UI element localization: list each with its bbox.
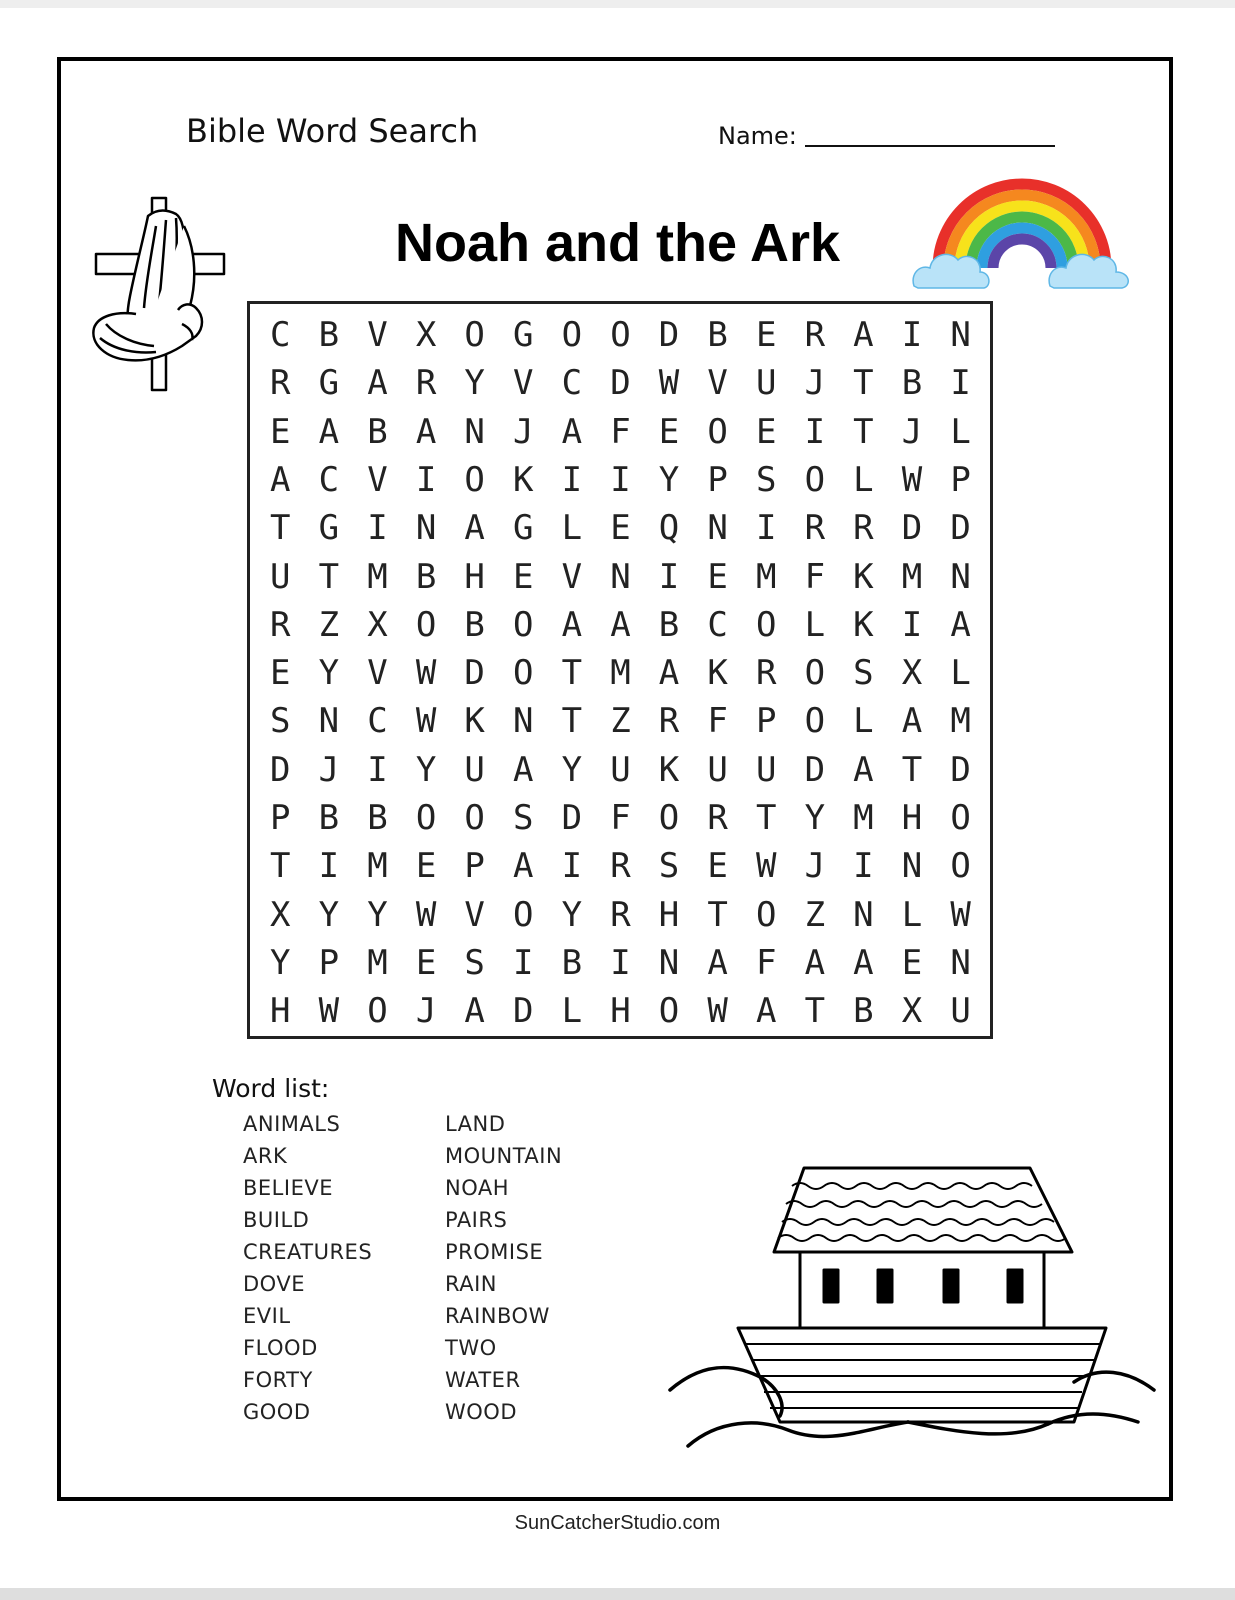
grid-letter: D	[270, 749, 291, 790]
grid-letter: Y	[658, 459, 680, 500]
grid-letter: O	[513, 653, 534, 694]
grid-letter: O	[950, 846, 971, 887]
grid-letter: D	[804, 749, 826, 790]
word-list-item: BELIEVE	[243, 1176, 333, 1200]
grid-row	[256, 649, 986, 697]
grid-letter: D	[464, 653, 485, 694]
grid-letter: V	[367, 459, 388, 500]
grid-letter: L	[950, 411, 971, 452]
grid-row	[256, 939, 986, 987]
grid-letter: I	[950, 363, 971, 404]
page-title: Noah and the Ark	[394, 213, 841, 273]
grid-letter: V	[707, 363, 728, 404]
grid-letter: B	[367, 411, 388, 452]
grid-letter: L	[853, 459, 874, 500]
grid-letter: W	[318, 991, 340, 1032]
grid-letter: O	[464, 459, 485, 500]
grid-letter: E	[415, 942, 437, 983]
grid-letter: M	[610, 653, 631, 694]
grid-letter: Y	[318, 653, 340, 694]
grid-letter: A	[270, 459, 291, 500]
grid-letter: T	[707, 894, 728, 935]
grid-letter: M	[367, 846, 388, 887]
word-list-item: FORTY	[243, 1368, 313, 1392]
grid-letter: F	[610, 411, 631, 452]
name-line	[805, 145, 1055, 147]
grid-letter: J	[804, 846, 826, 887]
grid-letter: L	[561, 991, 583, 1032]
grid-letter: D	[950, 508, 971, 549]
grid-letter: W	[415, 701, 437, 742]
grid-letter: L	[901, 894, 923, 935]
word-list-item: RAINBOW	[445, 1304, 550, 1328]
grid-letter: L	[853, 701, 874, 742]
grid-letter: J	[415, 991, 437, 1032]
grid-letter: I	[804, 411, 826, 452]
grid-letter: P	[707, 459, 728, 500]
grid-letter: M	[367, 556, 388, 597]
grid-letter: R	[415, 363, 437, 404]
word-list-item: ANIMALS	[243, 1112, 341, 1136]
grid-letter: E	[270, 411, 291, 452]
grid-letter: W	[755, 846, 777, 887]
grid-letter: N	[853, 894, 874, 935]
grid-letter: N	[610, 556, 631, 597]
word-list-item: TWO	[445, 1336, 497, 1360]
grid-letter: P	[464, 846, 485, 887]
grid-letter: P	[270, 798, 291, 838]
grid-letter: L	[950, 653, 971, 694]
grid-letter: D	[950, 749, 971, 790]
grid-letter: X	[270, 894, 291, 935]
grid-letter: B	[658, 604, 680, 645]
grid-row	[256, 697, 986, 745]
grid-letter: A	[561, 411, 583, 452]
grid-letter: Y	[561, 894, 583, 935]
grid-letter: H	[270, 991, 291, 1032]
grid-letter: E	[707, 556, 728, 597]
grid-letter: B	[707, 315, 728, 355]
grid-letter: O	[367, 991, 388, 1032]
grid-letter: N	[415, 508, 437, 549]
grid-letter: S	[464, 942, 485, 983]
grid-letter: O	[658, 991, 680, 1032]
grid-letter: A	[755, 991, 777, 1032]
word-list-item: CREATURES	[243, 1240, 373, 1264]
grid-letter: Y	[464, 363, 485, 404]
grid-letter: T	[755, 798, 777, 838]
grid-letter: C	[561, 363, 583, 404]
grid-letter: R	[755, 653, 777, 694]
grid-row	[256, 311, 986, 359]
grid-letter: Y	[367, 894, 388, 935]
grid-letter: E	[901, 942, 923, 983]
grid-letter: K	[513, 459, 534, 500]
grid-letter: N	[318, 701, 340, 742]
grid-letter: B	[415, 556, 437, 597]
grid-letter: P	[950, 459, 971, 500]
word-list-item: WOOD	[445, 1400, 517, 1424]
grid-letter: O	[610, 315, 631, 355]
grid-letter: O	[804, 701, 826, 742]
grid-letter: A	[950, 604, 971, 645]
grid-letter: A	[415, 411, 437, 452]
grid-row	[256, 794, 986, 842]
grid-letter: H	[901, 798, 923, 838]
grid-letter: U	[755, 363, 777, 404]
grid-letter: X	[901, 991, 923, 1032]
grid-letter: C	[367, 701, 388, 742]
grid-letter: I	[561, 459, 583, 500]
word-list-item: NOAH	[445, 1176, 510, 1200]
grid-letter: A	[853, 942, 874, 983]
grid-letter: M	[367, 942, 388, 983]
word-list-title: Word list:	[212, 1074, 330, 1103]
grid-letter: D	[610, 363, 631, 404]
grid-letter: S	[853, 653, 874, 694]
grid-letter: R	[804, 315, 826, 355]
grid-letter: O	[804, 653, 826, 694]
noahs-ark-icon	[668, 1160, 1168, 1460]
grid-letter: N	[658, 942, 680, 983]
grid-letter: W	[415, 653, 437, 694]
grid-letter: T	[804, 991, 826, 1032]
grid-letter: I	[901, 604, 923, 645]
grid-letter: W	[901, 459, 923, 500]
bottom-bar	[0, 1588, 1235, 1600]
grid-letter: O	[755, 894, 777, 935]
grid-letter: R	[707, 798, 728, 838]
grid-letter: N	[901, 846, 923, 887]
grid-letter: M	[901, 556, 923, 597]
grid-letter: O	[513, 894, 534, 935]
word-list-item: GOOD	[243, 1400, 311, 1424]
grid-letter: J	[318, 749, 340, 790]
grid-letter: N	[950, 315, 971, 355]
word-list-item: FLOOD	[243, 1336, 318, 1360]
grid-letter: X	[901, 653, 923, 694]
grid-letter: T	[853, 363, 874, 404]
grid-row	[256, 842, 986, 890]
grid-letter: B	[318, 315, 340, 355]
grid-row	[256, 601, 986, 649]
grid-letter: D	[658, 315, 680, 355]
grid-letter: A	[464, 508, 485, 549]
grid-row	[256, 987, 986, 1035]
grid-letter: C	[707, 604, 728, 645]
grid-letter: I	[853, 846, 874, 887]
grid-letter: I	[318, 846, 340, 887]
grid-letter: L	[561, 508, 583, 549]
grid-letter: I	[610, 459, 631, 500]
grid-letter: A	[853, 315, 874, 355]
grid-letter: K	[658, 749, 680, 790]
grid-letter: G	[318, 508, 340, 549]
grid-row	[256, 504, 986, 552]
grid-letter: U	[707, 749, 728, 790]
grid-letter: S	[755, 459, 777, 500]
grid-letter: C	[318, 459, 340, 500]
grid-letter: G	[513, 508, 534, 549]
grid-letter: I	[901, 315, 923, 355]
grid-letter: O	[707, 411, 728, 452]
grid-letter: F	[707, 701, 728, 742]
grid-letter: R	[804, 508, 826, 549]
grid-letter: O	[415, 798, 437, 838]
grid-letter: I	[610, 942, 631, 983]
grid-letter: Y	[561, 749, 583, 790]
grid-letter: B	[318, 798, 340, 838]
grid-letter: T	[270, 508, 291, 549]
grid-letter: O	[464, 798, 485, 838]
footer-site: SunCatcherStudio.com	[514, 1512, 721, 1534]
grid-letter: G	[318, 363, 340, 404]
grid-letter: Y	[318, 894, 340, 935]
rainbow-icon	[910, 176, 1138, 296]
grid-letter: C	[270, 315, 291, 355]
grid-letter: K	[853, 556, 874, 597]
grid-letter: V	[513, 363, 534, 404]
grid-letter: N	[950, 556, 971, 597]
grid-letter: B	[464, 604, 485, 645]
name-label: Name:	[718, 122, 797, 150]
grid-letter: H	[610, 991, 631, 1032]
word-list-item: ARK	[243, 1144, 288, 1168]
grid-letter: N	[513, 701, 534, 742]
word-list-item: WATER	[445, 1368, 521, 1392]
grid-letter: K	[707, 653, 728, 694]
grid-letter: T	[270, 846, 291, 887]
grid-letter: A	[561, 604, 583, 645]
grid-letter: E	[658, 411, 680, 452]
grid-letter: Z	[804, 894, 826, 935]
grid-letter: B	[853, 991, 874, 1032]
grid-letter: M	[853, 798, 874, 838]
word-list-item: RAIN	[445, 1272, 498, 1296]
grid-letter: O	[755, 604, 777, 645]
word-list-item: DOVE	[243, 1272, 305, 1296]
grid-letter: H	[658, 894, 680, 935]
grid-letter: T	[853, 411, 874, 452]
grid-letter: V	[367, 653, 388, 694]
grid-letter: R	[610, 846, 631, 887]
grid-letter: R	[270, 604, 291, 645]
grid-letter: O	[804, 459, 826, 500]
grid-letter: I	[658, 556, 680, 597]
grid-letter: U	[464, 749, 485, 790]
grid-letter: F	[804, 556, 826, 597]
grid-letter: D	[513, 991, 534, 1032]
grid-letter: F	[610, 798, 631, 838]
grid-letter: B	[367, 798, 388, 838]
grid-letter: R	[853, 508, 874, 549]
grid-letter: A	[853, 749, 874, 790]
word-list-item: MOUNTAIN	[445, 1144, 563, 1168]
grid-letter: R	[610, 894, 631, 935]
grid-letter: O	[415, 604, 437, 645]
grid-letter: A	[658, 653, 680, 694]
grid-letter: M	[950, 701, 971, 742]
grid-letter: Y	[270, 942, 291, 983]
grid-letter: N	[950, 942, 971, 983]
grid-letter: J	[513, 411, 534, 452]
grid-letter: H	[464, 556, 485, 597]
grid-letter: R	[658, 701, 680, 742]
grid-letter: U	[755, 749, 777, 790]
grid-letter: E	[610, 508, 631, 549]
grid-letter: A	[318, 411, 340, 452]
grid-row	[256, 408, 986, 456]
worksheet-subtitle: Bible Word Search	[186, 112, 479, 150]
grid-letter: R	[270, 363, 291, 404]
grid-letter: V	[367, 315, 388, 355]
grid-letter: V	[561, 556, 583, 597]
grid-letter: B	[561, 942, 583, 983]
grid-letter: L	[804, 604, 826, 645]
grid-letter: A	[513, 749, 534, 790]
grid-letter: W	[415, 894, 437, 935]
grid-letter: O	[658, 798, 680, 838]
word-list-item: EVIL	[243, 1304, 291, 1328]
grid-letter: W	[707, 991, 728, 1032]
grid-letter: A	[804, 942, 826, 983]
grid-letter: J	[901, 411, 923, 452]
grid-letter: W	[658, 363, 680, 404]
grid-letter: K	[464, 701, 485, 742]
grid-letter: U	[270, 556, 291, 597]
grid-letter: I	[415, 459, 437, 500]
grid-letter: X	[367, 604, 388, 645]
grid-letter: U	[950, 991, 971, 1032]
grid-letter: Z	[318, 604, 340, 645]
grid-letter: V	[464, 894, 485, 935]
grid-letter: A	[610, 604, 631, 645]
grid-row	[256, 746, 986, 794]
grid-letter: O	[464, 315, 485, 355]
grid-letter: P	[318, 942, 340, 983]
grid-letter: A	[367, 363, 388, 404]
grid-letter: T	[318, 556, 340, 597]
grid-letter: E	[513, 556, 534, 597]
grid-letter: S	[513, 798, 534, 838]
grid-letter: A	[464, 991, 485, 1032]
grid-letter: D	[901, 508, 923, 549]
grid-letter: A	[707, 942, 728, 983]
grid-letter: T	[561, 653, 583, 694]
grid-letter: Y	[804, 798, 826, 838]
grid-letter: I	[367, 508, 388, 549]
grid-letter: O	[513, 604, 534, 645]
grid-letter: J	[804, 363, 826, 404]
grid-letter: T	[901, 749, 923, 790]
grid-letter: S	[270, 701, 291, 742]
grid-letter: W	[950, 894, 971, 935]
grid-letter: N	[464, 411, 485, 452]
grid-letter: O	[950, 798, 971, 838]
grid-letter: D	[561, 798, 583, 838]
grid-letter: I	[561, 846, 583, 887]
word-list-item: LAND	[445, 1112, 506, 1136]
top-bar	[0, 0, 1235, 8]
grid-letter: K	[853, 604, 874, 645]
grid-letter: E	[415, 846, 437, 887]
grid-letter: U	[610, 749, 631, 790]
grid-letter: E	[270, 653, 291, 694]
grid-letter: I	[513, 942, 534, 983]
grid-letter: I	[755, 508, 777, 549]
grid-letter: T	[561, 701, 583, 742]
grid-letter: O	[561, 315, 583, 355]
grid-letter: Q	[658, 508, 680, 549]
word-list-item: BUILD	[243, 1208, 310, 1232]
grid-letter: E	[755, 411, 777, 452]
word-list-item: PROMISE	[445, 1240, 544, 1264]
grid-row	[256, 456, 986, 504]
grid-row	[256, 891, 986, 939]
grid-letter: G	[513, 315, 534, 355]
grid-letter: B	[901, 363, 923, 404]
grid-letter: M	[755, 556, 777, 597]
grid-letter: A	[513, 846, 534, 887]
grid-row	[256, 359, 986, 407]
word-list-item: PAIRS	[445, 1208, 508, 1232]
grid-letter: N	[707, 508, 728, 549]
grid-letter: E	[707, 846, 728, 887]
grid-letter: E	[755, 315, 777, 355]
grid-letter: F	[755, 942, 777, 983]
grid-letter: Z	[610, 701, 631, 742]
grid-letter: P	[755, 701, 777, 742]
grid-letter: Y	[415, 749, 437, 790]
grid-letter: S	[658, 846, 680, 887]
praying-hands-cross-icon	[86, 196, 228, 396]
grid-letter: I	[367, 749, 388, 790]
grid-row	[256, 553, 986, 601]
grid-letter: A	[901, 701, 923, 742]
grid-letter: X	[415, 315, 437, 355]
